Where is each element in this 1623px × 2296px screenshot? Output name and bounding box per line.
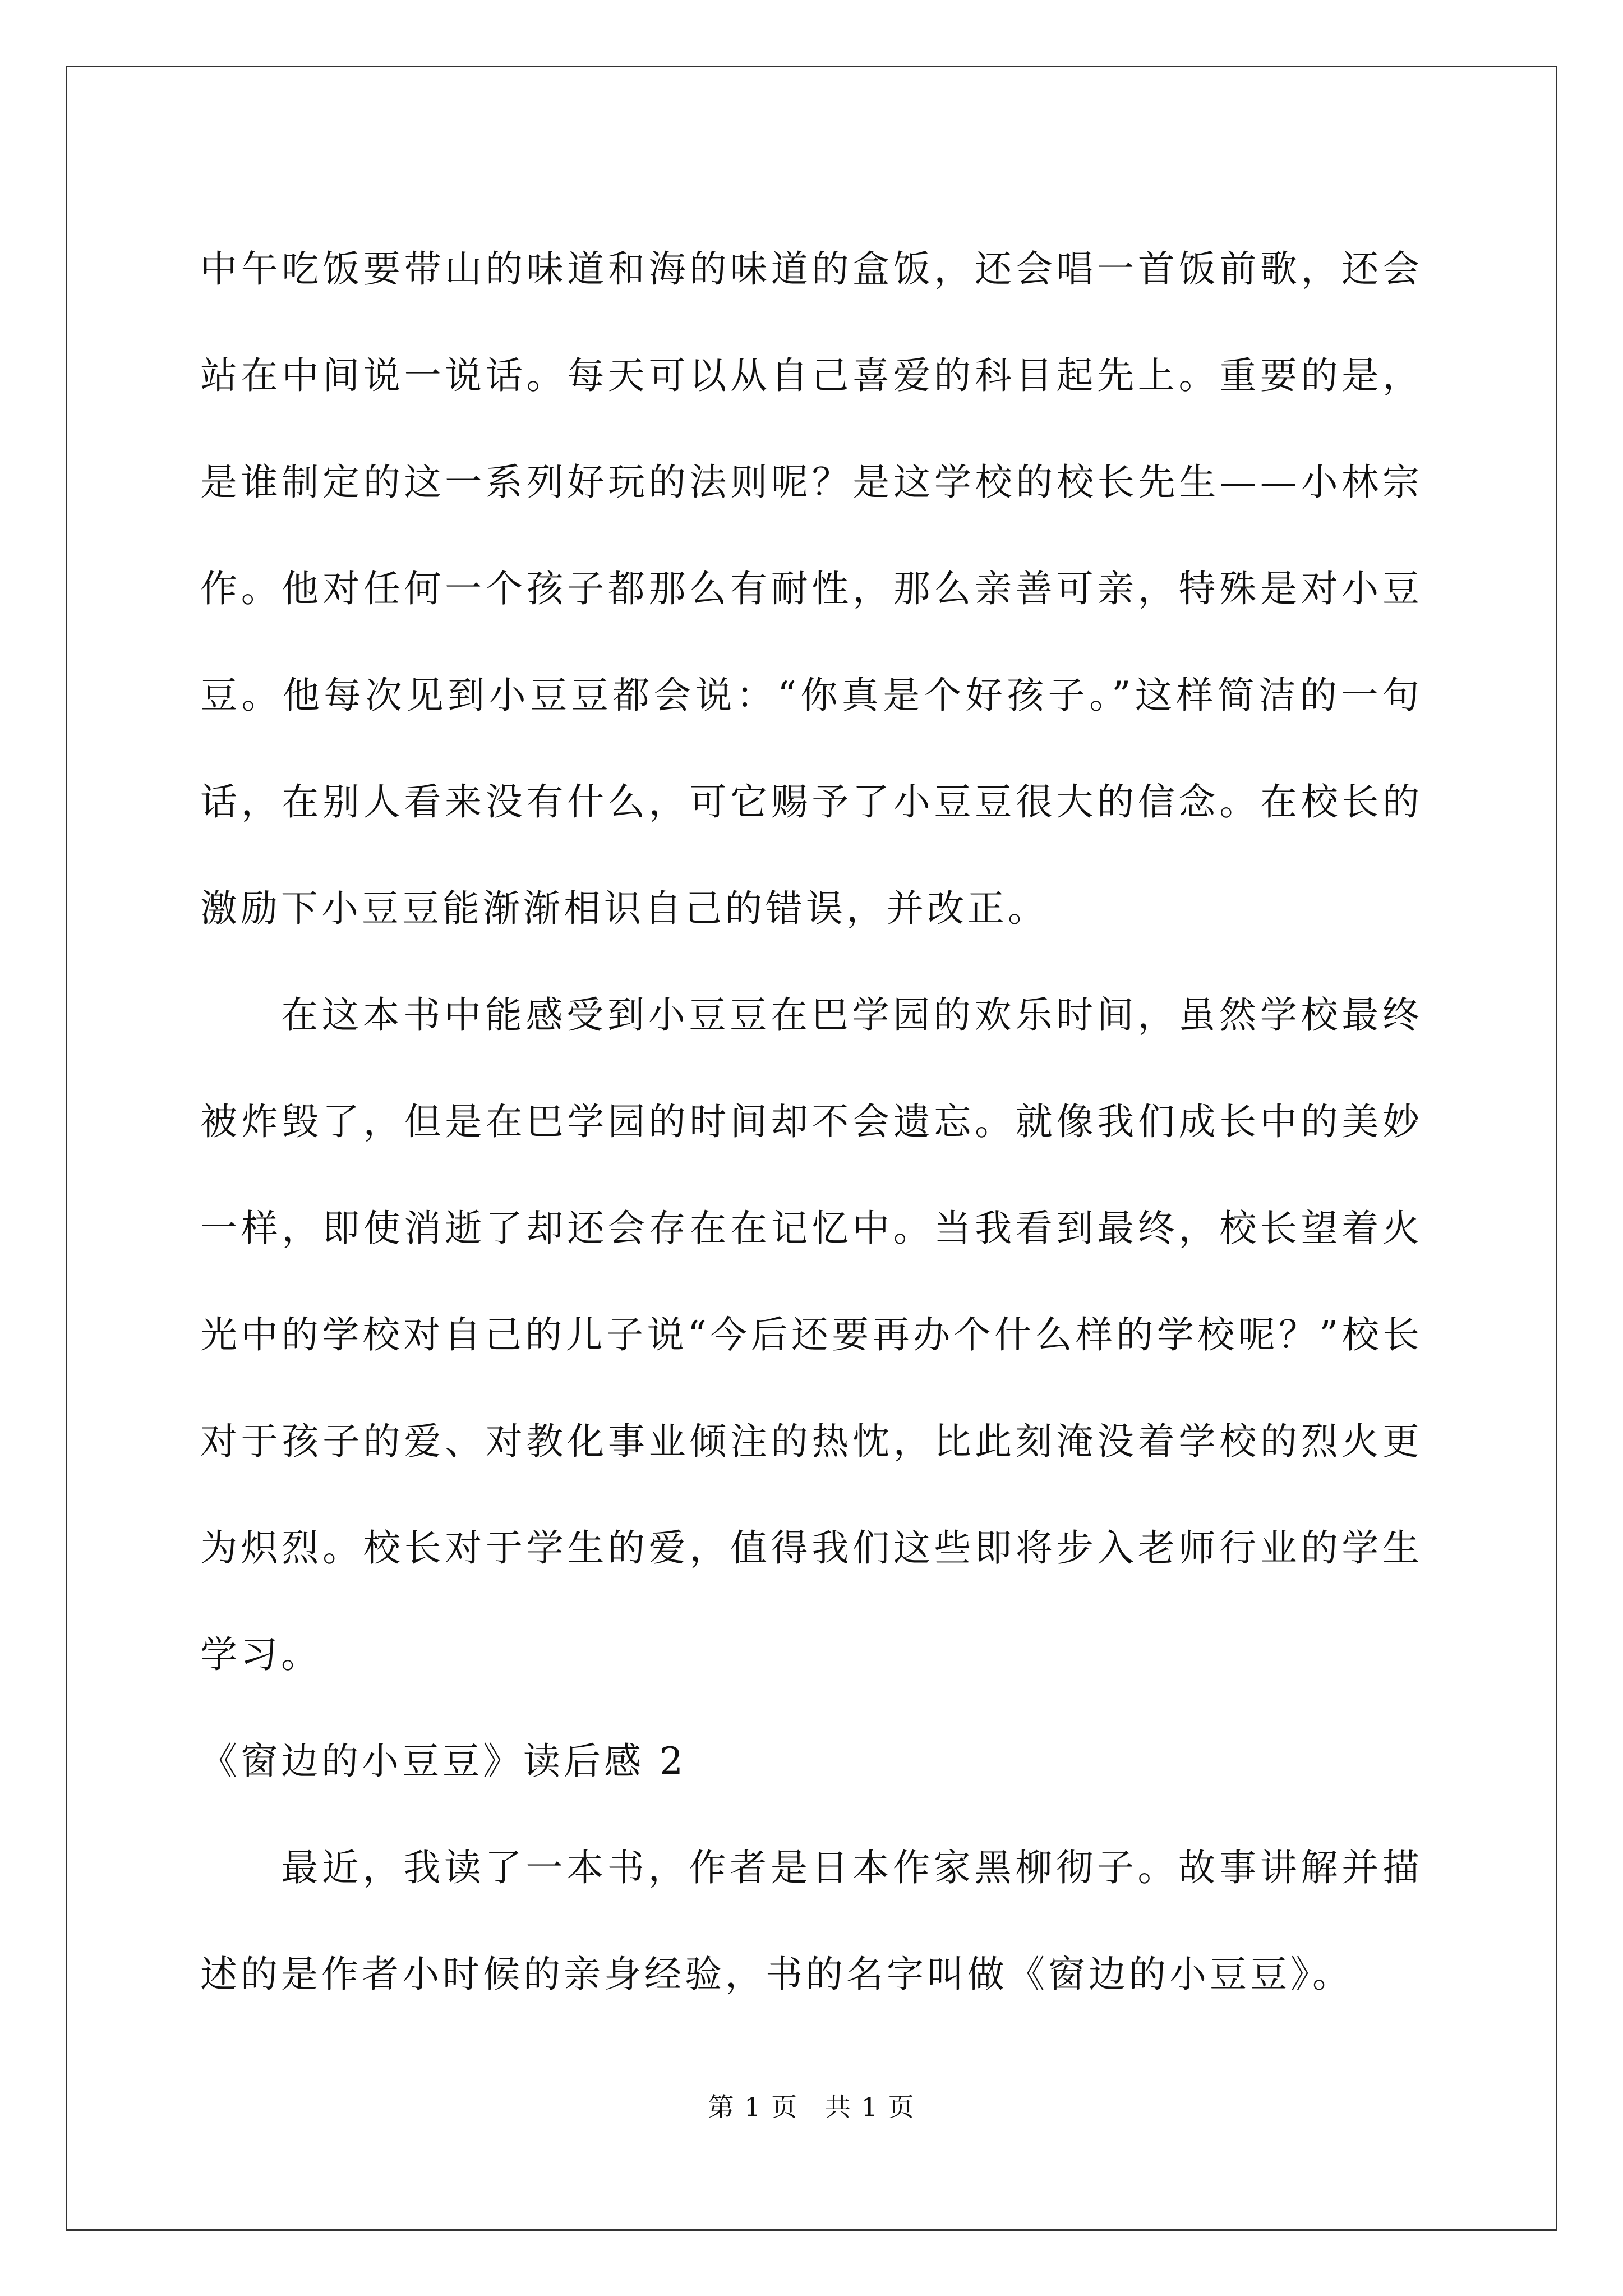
page-footer: 第 1 页 共 1 页: [708, 2092, 915, 2122]
section-heading: 《窗边的小豆豆》读后感 2: [200, 1740, 686, 1783]
paragraph-2: 在这本书中能感受到小豆豆在巴学园的欢乐时间，虽然学校最终被炸毁了，但是在巴学园的时间却不会遗忘。就像我们成长中的美妙一样，即使消逝了却还会存在在记忆中。当我看到最终，校长望着火光中的学校对自己的儿子说“今后还要再办个什么样的学校呢？”校长对于孩子的爱、对教化事业倾注的热忱，比此刻淹没着学校的烈火更为炽烈。校长对于学生的爱，值得我们这些即将步入老师行业的学生学习。: [200, 993, 1423, 1676]
paragraph-1: 中午吃饭要带山的味道和海的味道的盒饭，还会唱一首饭前歌，还会站在中间说一说话。每天可以从自己喜爱的科目起先上。重要的是，是谁制定的这一系列好玩的法则呢？是这学校的校长先生——小林宗作。他对任何一个孩子都那么有耐性，那么亲善可亲，特殊是对小豆豆。他每次见到小豆豆都会说：“你真是个好孩子。”这样简洁的一句话，在别人看来没有什么，可它赐予了小豆豆很大的信念。在校长的激励下小豆豆能渐渐相识自己的错误，并改正。: [200, 247, 1423, 930]
paragraph-3: 最近，我读了一本书，作者是日本作家黑柳彻子。故事讲解并描述的是作者小时候的亲身经验，书的名字叫做《窗边的小豆豆》。: [200, 1846, 1423, 1996]
document-body: [200, 216, 1423, 2028]
